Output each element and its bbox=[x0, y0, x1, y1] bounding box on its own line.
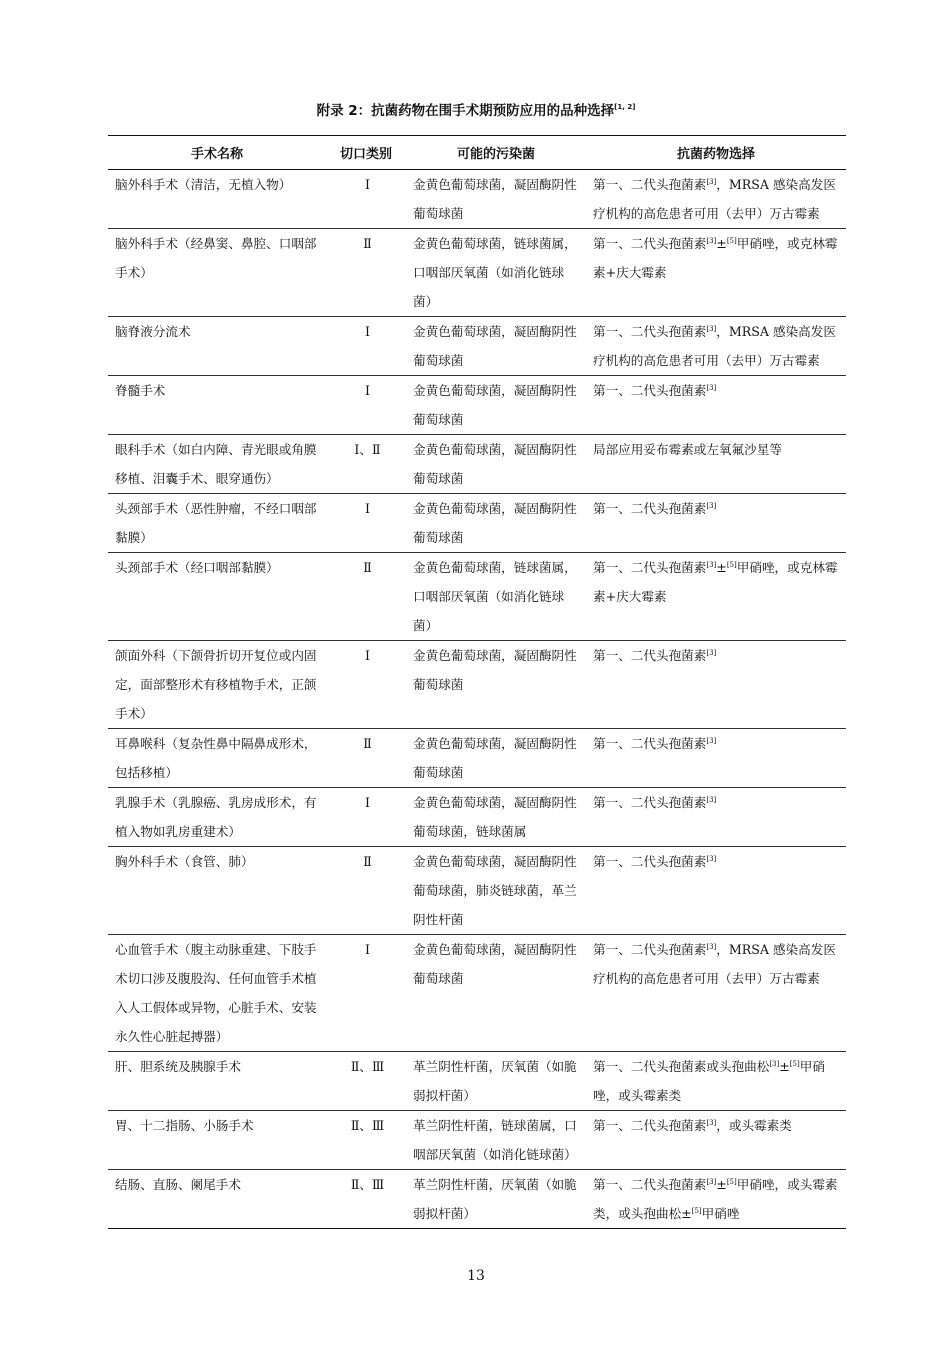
antibiotic-cell: 第一、二代头孢菌素[3] bbox=[586, 641, 846, 729]
antibiotic-cell: 第一、二代头孢菌素[3] bbox=[586, 847, 846, 935]
surgery-name-cell: 胸外科手术（食管、肺） bbox=[108, 847, 326, 935]
surgery-name-cell: 脊髓手术 bbox=[108, 376, 326, 435]
incision-category-cell: Ⅰ bbox=[326, 935, 406, 1052]
incision-category-cell: Ⅰ bbox=[326, 317, 406, 376]
surgery-name-cell: 胃、十二指肠、小肠手术 bbox=[108, 1111, 326, 1170]
table-row bbox=[108, 553, 846, 641]
antibiotic-cell: 第一、二代头孢菌素[3]，MRSA 感染高发医疗机构的高危患者可用（去甲）万古霉素 bbox=[586, 317, 846, 376]
header-row bbox=[108, 136, 846, 170]
surgery-name-cell: 脑外科手术（经鼻窦、鼻腔、口咽部手术） bbox=[108, 229, 326, 317]
table-row bbox=[108, 435, 846, 494]
incision-category-cell: Ⅱ bbox=[326, 229, 406, 317]
table-row bbox=[108, 1052, 846, 1111]
table-row bbox=[108, 1111, 846, 1170]
incision-category-cell: Ⅰ bbox=[326, 494, 406, 553]
table-row bbox=[108, 847, 846, 935]
pathogen-cell: 金黄色葡萄球菌，链球菌属，口咽部厌氧菌（如消化链球菌） bbox=[406, 553, 586, 641]
table-row bbox=[108, 788, 846, 847]
table-row bbox=[108, 494, 846, 553]
surgery-name-cell: 脑脊液分流术 bbox=[108, 317, 326, 376]
surgery-name-cell: 耳鼻喉科（复杂性鼻中隔鼻成形术，包括移植） bbox=[108, 729, 326, 788]
pathogen-cell: 金黄色葡萄球菌，凝固酶阴性葡萄球菌，肺炎链球菌，革兰阴性杆菌 bbox=[406, 847, 586, 935]
surgery-name-cell: 颌面外科（下颌骨折切开复位或内固定，面部整形术有移植物手术，正颌手术） bbox=[108, 641, 326, 729]
incision-category-cell: Ⅱ bbox=[326, 553, 406, 641]
table-row bbox=[108, 317, 846, 376]
incision-category-cell: Ⅱ、Ⅲ bbox=[326, 1052, 406, 1111]
surgery-name-cell: 脑外科手术（清洁，无植入物） bbox=[108, 170, 326, 229]
incision-category-cell: Ⅰ bbox=[326, 641, 406, 729]
table-row bbox=[108, 1170, 846, 1229]
surgery-name-cell: 头颈部手术（恶性肿瘤，不经口咽部黏膜） bbox=[108, 494, 326, 553]
table-body bbox=[108, 170, 846, 1229]
pathogen-cell: 革兰阴性杆菌，链球菌属，口咽部厌氧菌（如消化链球菌） bbox=[406, 1111, 586, 1170]
page-number: 13 bbox=[467, 1268, 485, 1284]
incision-category-cell: Ⅰ bbox=[326, 376, 406, 435]
pathogen-cell: 金黄色葡萄球菌，凝固酶阴性葡萄球菌 bbox=[406, 317, 586, 376]
table-row bbox=[108, 729, 846, 788]
antibiotic-cell: 局部应用妥布霉素或左氧氟沙星等 bbox=[586, 435, 846, 494]
incision-category-cell: Ⅱ bbox=[326, 847, 406, 935]
surgery-name-cell: 肝、胆系统及胰腺手术 bbox=[108, 1052, 326, 1111]
header-antibiotic: 抗菌药物选择 bbox=[586, 136, 846, 170]
antibiotic-cell: 第一、二代头孢菌素[3] bbox=[586, 788, 846, 847]
pathogen-cell: 金黄色葡萄球菌，链球菌属，口咽部厌氧菌（如消化链球菌） bbox=[406, 229, 586, 317]
antibiotic-cell: 第一、二代头孢菌素或头孢曲松[3]±[5]甲硝唑，或头霉素类 bbox=[586, 1052, 846, 1111]
surgery-name-cell: 结肠、直肠、阑尾手术 bbox=[108, 1170, 326, 1229]
antibiotic-cell: 第一、二代头孢菌素[3]，MRSA 感染高发医疗机构的高危患者可用（去甲）万古霉素 bbox=[586, 170, 846, 229]
pathogen-cell: 金黄色葡萄球菌，凝固酶阴性葡萄球菌 bbox=[406, 435, 586, 494]
title-reference: [1, 2] bbox=[614, 103, 636, 111]
table-row bbox=[108, 935, 846, 1052]
pathogen-cell: 金黄色葡萄球菌，凝固酶阴性葡萄球菌 bbox=[406, 935, 586, 1052]
table-header bbox=[108, 136, 846, 170]
antibiotic-cell: 第一、二代头孢菌素[3] bbox=[586, 494, 846, 553]
table-row bbox=[108, 376, 846, 435]
antibiotic-cell: 第一、二代头孢菌素[3]±[5]甲硝唑，或克林霉素+庆大霉素 bbox=[586, 553, 846, 641]
surgery-name-cell: 乳腺手术（乳腺癌、乳房成形术，有植入物如乳房重建术） bbox=[108, 788, 326, 847]
antibiotic-cell: 第一、二代头孢菌素[3] bbox=[586, 376, 846, 435]
document-title bbox=[0, 101, 952, 121]
pathogen-cell: 金黄色葡萄球菌，凝固酶阴性葡萄球菌 bbox=[406, 729, 586, 788]
antibiotic-cell: 第一、二代头孢菌素[3] bbox=[586, 729, 846, 788]
pathogen-cell: 金黄色葡萄球菌，凝固酶阴性葡萄球菌 bbox=[406, 376, 586, 435]
pathogen-cell: 革兰阴性杆菌，厌氧菌（如脆弱拟杆菌） bbox=[406, 1170, 586, 1229]
header-incision-category: 切口类别 bbox=[326, 136, 406, 170]
antibiotic-cell: 第一、二代头孢菌素[3]±[5]甲硝唑，或克林霉素+庆大霉素 bbox=[586, 229, 846, 317]
incision-category-cell: Ⅰ、Ⅱ bbox=[326, 435, 406, 494]
title-text: 附录 2：抗菌药物在围手术期预防应用的品种选择 bbox=[316, 103, 615, 119]
antibiotic-cell: 第一、二代头孢菌素[3]，或头霉素类 bbox=[586, 1111, 846, 1170]
surgery-name-cell: 头颈部手术（经口咽部黏膜） bbox=[108, 553, 326, 641]
incision-category-cell: Ⅱ bbox=[326, 729, 406, 788]
table-row bbox=[108, 229, 846, 317]
incision-category-cell: Ⅰ bbox=[326, 170, 406, 229]
header-surgery: 手术名称 bbox=[108, 136, 326, 170]
incision-category-cell: Ⅱ、Ⅲ bbox=[326, 1111, 406, 1170]
pathogen-cell: 金黄色葡萄球菌，凝固酶阴性葡萄球菌 bbox=[406, 170, 586, 229]
surgery-name-cell: 眼科手术（如白内障、青光眼或角膜移植、泪囊手术、眼穿通伤） bbox=[108, 435, 326, 494]
antibiotic-cell: 第一、二代头孢菌素[3]±[5]甲硝唑，或头霉素类，或头孢曲松±[5]甲硝唑 bbox=[586, 1170, 846, 1229]
incision-category-cell: Ⅰ bbox=[326, 788, 406, 847]
table-row bbox=[108, 641, 846, 729]
antibiotic-cell: 第一、二代头孢菌素[3]，MRSA 感染高发医疗机构的高危患者可用（去甲）万古霉素 bbox=[586, 935, 846, 1052]
incision-category-cell: Ⅱ、Ⅲ bbox=[326, 1170, 406, 1229]
pathogen-cell: 金黄色葡萄球菌，凝固酶阴性葡萄球菌，链球菌属 bbox=[406, 788, 586, 847]
table-row bbox=[108, 170, 846, 229]
antibiotic-selection-table bbox=[108, 135, 846, 1229]
pathogen-cell: 金黄色葡萄球菌，凝固酶阴性葡萄球菌 bbox=[406, 641, 586, 729]
pathogen-cell: 金黄色葡萄球菌，凝固酶阴性葡萄球菌 bbox=[406, 494, 586, 553]
pathogen-cell: 革兰阴性杆菌，厌氧菌（如脆弱拟杆菌） bbox=[406, 1052, 586, 1111]
header-pathogen: 可能的污染菌 bbox=[406, 136, 586, 170]
surgery-name-cell: 心血管手术（腹主动脉重建、下肢手术切口涉及腹股沟、任何血管手术植入人工假体或异物，心脏手术、安装永久性心脏起搏器） bbox=[108, 935, 326, 1052]
